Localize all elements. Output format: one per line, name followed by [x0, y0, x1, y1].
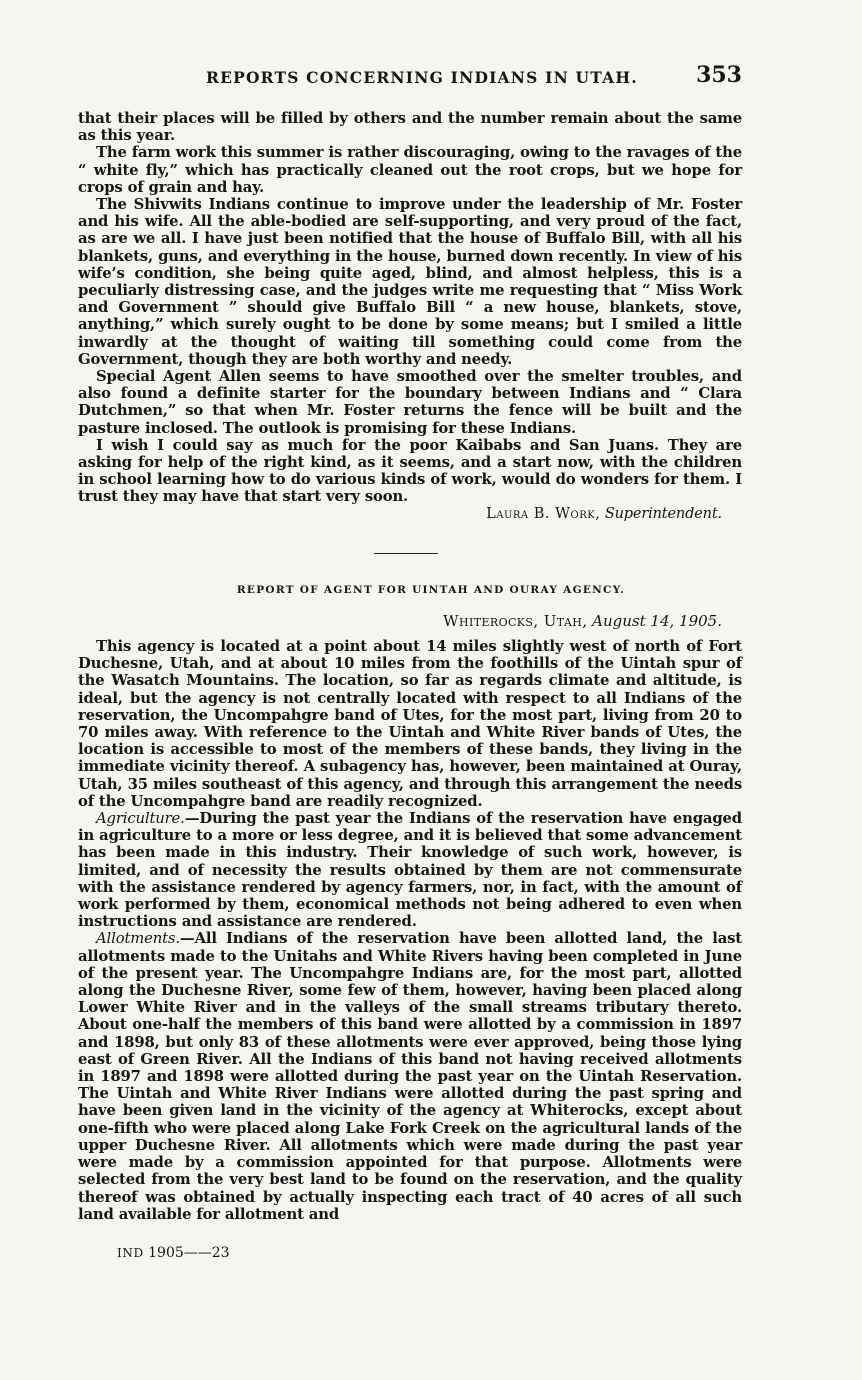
- agriculture-heading: Agriculture.: [96, 810, 185, 828]
- intro-paragraph: This agency is located at a point about 14 miles slightly west of north of Fort Duchesne, Utah, and at about 10 miles from the foothills of the Uintah spur of the Wasatch Mountains. The location, so far as regards climate and altitude, is ideal, but the agency is not centrally located with respect to all Indians of the reservation, the Uncompahgre band of Utes, for the most part, living from 20 to 70 miles away. With reference to the Uintah and White River bands of Utes, the location is accessible to most of the members of these bands, they living in the immediate vicinity thereof. A subagency has, however, been maintained at Ouray, Utah, 35 miles southeast of this agency, and through this arrangement the needs of the Uncompahgre band are readily recognized.: [78, 638, 742, 810]
- paragraph: The Shivwits Indians continue to improve under the leadership of Mr. Foster and his wife. All the able-bodied are self-supporting, and very proud of the fact, as are we all. I have just been notified that the house of Buffalo Bill, with all his blankets, guns, and everything in the house, burned down recently. In view of his wife’s condition, she being quite aged, blind, and almost helpless, this is a peculiarly distressing case, and the judges write me requesting that “ Miss Work and Government ” should give Buffalo Bill “ a new house, blankets, stove, anything,” which surely ought to be done by some means; but I smiled a little inwardly at the thought of waiting till something could come from the Government, though they are both worthy and needy.: [78, 196, 742, 368]
- allotments-paragraph: [78, 930, 742, 1222]
- paragraph: that their places will be filled by others and the number remain about the same as this year.: [78, 110, 742, 145]
- agriculture-paragraph: [78, 810, 742, 930]
- report-title: REPORT OF AGENT FOR UINTAH AND OURAY AGENCY.: [236, 584, 626, 596]
- agriculture-text: —During the past year the Indians of the reservation have engaged in agriculture to a more or less degree, and it is believed that some advancement has been made in this industry. Their knowledge of such work, however, is limited, and of necessity the results obtained by them are not commensurate with the assistance rendered by agency farmers, nor, in fact, with the amount of work performed by them, economical methods not being adhered to even when instructions and assistance are rendered.: [78, 810, 742, 931]
- signature: [78, 506, 722, 523]
- signature-name: Laura B. Work,: [486, 505, 601, 522]
- paragraph: I wish I could say as much for the poor Kaibabs and San Juans. They are asking for help of the right kind, as it seems, and a start now, with the children in school learning how to do various kinds of work, would do wonders for them. I trust they may have that start very soon.: [78, 436, 742, 506]
- paragraph: The farm work this summer is rather discouraging, owing to the ravages of the “ white fly,” which has practically cleaned out the root crops, but we hope for crops of grain and hay.: [78, 144, 742, 196]
- footer-text: 1905——23: [148, 1245, 230, 1261]
- agency-report-section: [78, 638, 742, 1223]
- dateline-date: August 14, 1905.: [592, 612, 722, 630]
- running-head: REPORTS CONCERNING INDIANS IN UTAH.: [206, 68, 638, 87]
- dateline-place: Whiterocks, Utah,: [443, 612, 588, 630]
- section-divider: [374, 553, 438, 554]
- allotments-text: —All Indians of the reservation have been allotted land, the last allotments made to the Unitahs and White Rivers having been completed in June of the present year. The Uncompahgre Indians are, for the most part, allotted along the Duchesne River, some few of them, however, having been placed along Lower White River and in the valleys of the small streams tributary thereto. About one-half the members of this band were allotted by a commission in 1897 and 1898, but only 83 of these allotments were ever approved, being those lying east of Green River. All the Indians of this band not having received allotments in 1897 and 1898 were allotted during the past year on the Uintah Reservation. The Uintah and White River Indians were allotted during the past spring and have been given land in the vicinity of the agency at Whiterocks, except about one-fifth who were placed along Lake Fork Creek on the agricultural lands of the upper Duchesne River. All allotments which were made during the past year were made by a commission appointed for that purpose. Allotments were selected from the very best land to be found on the reservation, and the quality thereof was obtained by actually inspecting each tract of 40 acres of all such land available for allotment and: [78, 930, 742, 1223]
- footer-ind: IND: [117, 1246, 144, 1260]
- dateline: [443, 612, 722, 630]
- signature-title: Superintendent.: [604, 505, 722, 522]
- page-number: 353: [696, 62, 742, 88]
- page-header: [78, 62, 742, 96]
- paragraph: Special Agent Allen seems to have smoothed over the smelter troubles, and also found a definite starter for the boundary between Indians and “ Clara Dutchmen,” so that when Mr. Foster returns the fence will be built and the pasture inclosed. The outlook is promising for these Indians.: [78, 368, 742, 437]
- allotments-heading: Allotments.: [96, 930, 180, 948]
- previous-report-section: [78, 110, 742, 523]
- signature-mark: [117, 1245, 230, 1261]
